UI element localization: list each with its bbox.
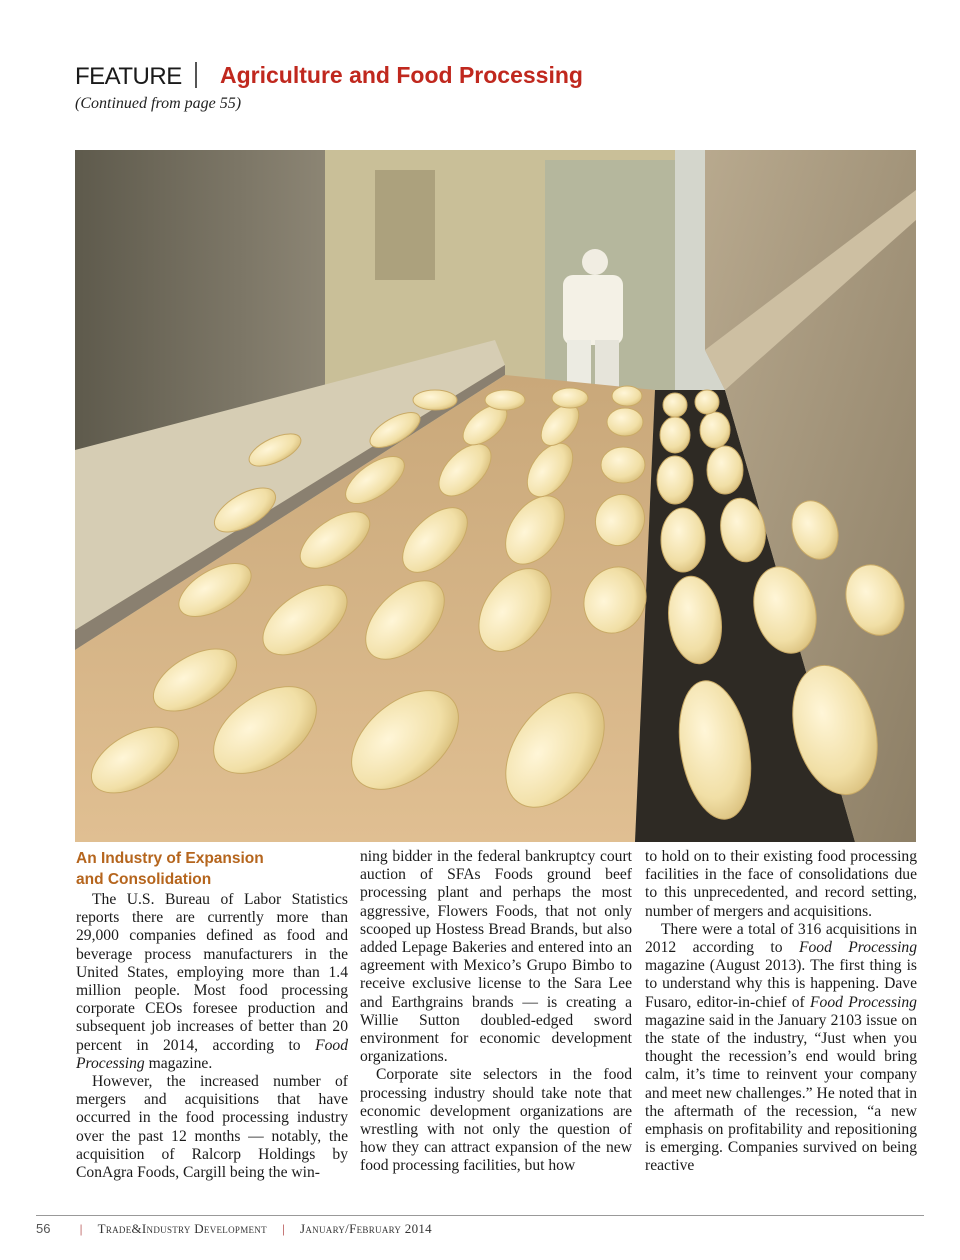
article-column-1	[76, 848, 348, 1182]
topic-title: Agriculture and Food Processing	[220, 62, 583, 88]
article-column-2	[360, 848, 632, 1176]
section-label: FEATURE	[75, 63, 182, 90]
publication-name: Trade&Industry Development	[97, 1221, 267, 1236]
issue-date: January/February 2014	[300, 1221, 432, 1236]
paragraph: Corporate site selectors in the food processing industry should take note that economic development organizations are wrestling with not only the question of how they can attract expansion of the new food processing facilities, but how	[360, 1066, 632, 1175]
publication-name: Food Processing	[798, 939, 917, 957]
paragraph: However, the increased number of mergers and acquisitions that have occurred in the food processing industry over the past 12 months — notably, the acquisition of Ralcorp Holdings by ConAgra Foods, Cargill being the win-	[76, 1073, 348, 1182]
bread-production-line-photo	[75, 150, 916, 842]
text-run: The U.S. Bureau of Labor Statistics reports there are currently more than 29,000 companies defined as food and beverage process manufacturers in the United States, employing more than 1.4 million people. Most food processing corporate CEOs foresee production and subsequent job increases of better than 20 percent in 2014, according to	[76, 891, 348, 1054]
publication-name: Food Processing	[76, 1036, 348, 1072]
footer-separator: |	[282, 1221, 285, 1236]
publication-name: Food Processing	[810, 993, 917, 1011]
continued-note: (Continued from page 55)	[75, 95, 242, 112]
text-run: magazine said in the January 2103 issue on the state of the industry, “Just when you thought the recession’s end would bring calm, it’s time to reinvent your company and meet new challenges.” He noted that in the aftermath of the recession, “a new emphasis on profitability and repositioning is emerging. Companies survived on being reactive	[645, 1011, 917, 1175]
page-number: 56	[36, 1221, 51, 1236]
feature-header	[75, 62, 895, 94]
footer-separator: |	[79, 1221, 83, 1236]
footer-rule	[36, 1215, 924, 1216]
paragraph	[645, 921, 917, 1176]
text-run: There were a total of 316 acquisitions in 2012 according to	[645, 920, 917, 957]
page-footer	[36, 1221, 432, 1241]
paragraph: ning bidder in the federal bankruptcy court auction of SFAs Foods ground beef processing plant and perhaps the most aggressive, Flowers Foods, that not only scooped up Hostess Bread Brands, but also added Lepage Bakeries and entered into an agreement with Mexico’s Grupo Bimbo to receive exclusive license to the Sara Lee and Earthgrains brands — is creating a Willie Sutton doubled-edged sword environment for economic development organizations.	[360, 848, 632, 1066]
subhead	[76, 848, 348, 890]
subhead-line-1: An Industry of Expansion	[76, 850, 264, 867]
text-run: magazine (August 2013). The first thing is to understand why this is happening. Dave Fusaro, editor-in-chief of	[645, 957, 917, 1011]
header-divider	[195, 62, 197, 88]
paragraph	[76, 891, 348, 1073]
text-run: magazine.	[144, 1054, 213, 1072]
article-column-3	[645, 848, 917, 1176]
paragraph: to hold on to their existing food processing facilities in the face of consolidations due to this unprecedented, and record setting, number of mergers and acquisitions.	[645, 848, 917, 920]
subhead-line-2: and Consolidation	[76, 871, 212, 888]
